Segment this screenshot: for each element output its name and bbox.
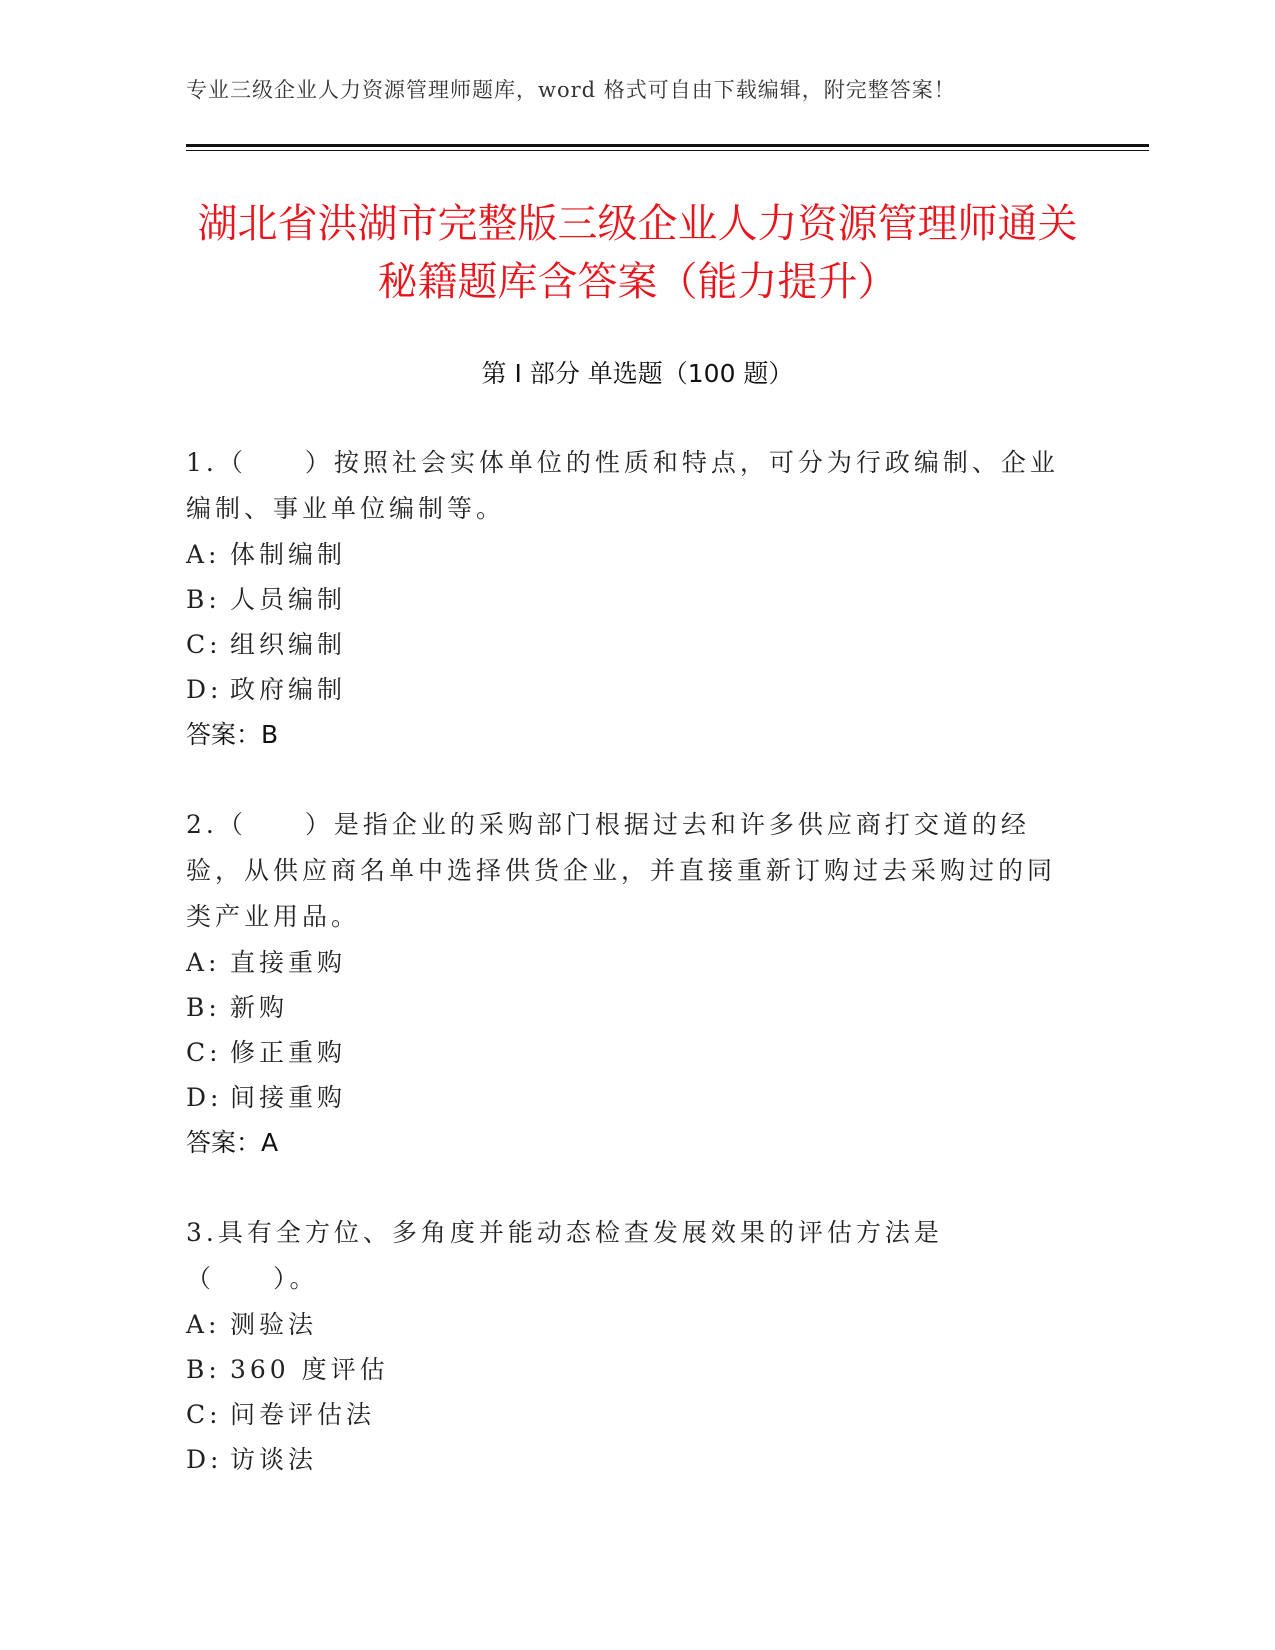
header-rule-thin	[186, 150, 1149, 151]
document-title: 湖北省洪湖市完整版三级企业人力资源管理师通关秘籍题库含答案（能力提升）	[197, 201, 1078, 305]
option-d	[186, 1437, 1066, 1482]
option-text: 访谈法	[230, 1445, 318, 1474]
option-letter: D:	[186, 675, 223, 704]
option-b	[186, 1347, 1066, 1392]
option-text: 政府编制	[230, 675, 347, 704]
option-text: 问卷评估法	[230, 1400, 376, 1429]
option-letter: D:	[186, 1083, 223, 1112]
question-item	[186, 802, 1066, 1166]
option-letter: B:	[186, 1355, 221, 1384]
option-text: 新购	[230, 993, 289, 1022]
option-a	[186, 532, 1066, 577]
option-d	[186, 667, 1066, 712]
option-letter: A:	[186, 948, 221, 977]
question-stem: 1.（ ）按照社会实体单位的性质和特点，可分为行政编制、企业编制、事业单位编制等。	[186, 448, 1059, 523]
option-text: 人员编制	[230, 585, 347, 614]
option-letter: A:	[186, 1310, 221, 1339]
header-note: 专业三级企业人力资源管理师题库，word 格式可自由下载编辑，附完整答案！	[186, 78, 956, 102]
section-heading: 第 I 部分 单选题（100 题）	[481, 359, 794, 388]
option-letter: B:	[186, 585, 221, 614]
option-b	[186, 577, 1066, 622]
option-letter: B:	[186, 993, 221, 1022]
option-letter: C:	[186, 1400, 222, 1429]
option-text: 修正重购	[230, 1038, 347, 1067]
option-text: 体制编制	[230, 540, 347, 569]
option-text: 间接重购	[230, 1083, 347, 1112]
option-c	[186, 1392, 1066, 1437]
option-text: 直接重购	[230, 948, 347, 977]
answer-line: 答案：A	[186, 1128, 279, 1157]
question-stem: 2.（ ）是指企业的采购部门根据过去和许多供应商打交道的经验，从供应商名单中选择供货企业，并直接重新订购过去采购过的同类产业用品。	[186, 810, 1057, 931]
option-letter: A:	[186, 540, 221, 569]
question-stem: 3.具有全方位、多角度并能动态检查发展效果的评估方法是（ ）。	[186, 1218, 943, 1293]
option-a	[186, 1302, 1066, 1347]
option-letter: C:	[186, 630, 222, 659]
option-c	[186, 1030, 1066, 1075]
option-letter: D:	[186, 1445, 223, 1474]
question-item	[186, 1210, 1066, 1482]
answer-line: 答案：B	[186, 720, 279, 749]
option-letter: C:	[186, 1038, 222, 1067]
option-b	[186, 985, 1066, 1030]
option-d	[186, 1075, 1066, 1120]
option-text: 测验法	[230, 1310, 318, 1339]
option-text: 组织编制	[230, 630, 347, 659]
question-list	[186, 440, 1066, 1526]
option-text: 360 度评估	[230, 1355, 389, 1384]
header-rule-thick	[186, 144, 1149, 147]
option-a	[186, 940, 1066, 985]
question-item	[186, 440, 1066, 758]
option-c	[186, 622, 1066, 667]
